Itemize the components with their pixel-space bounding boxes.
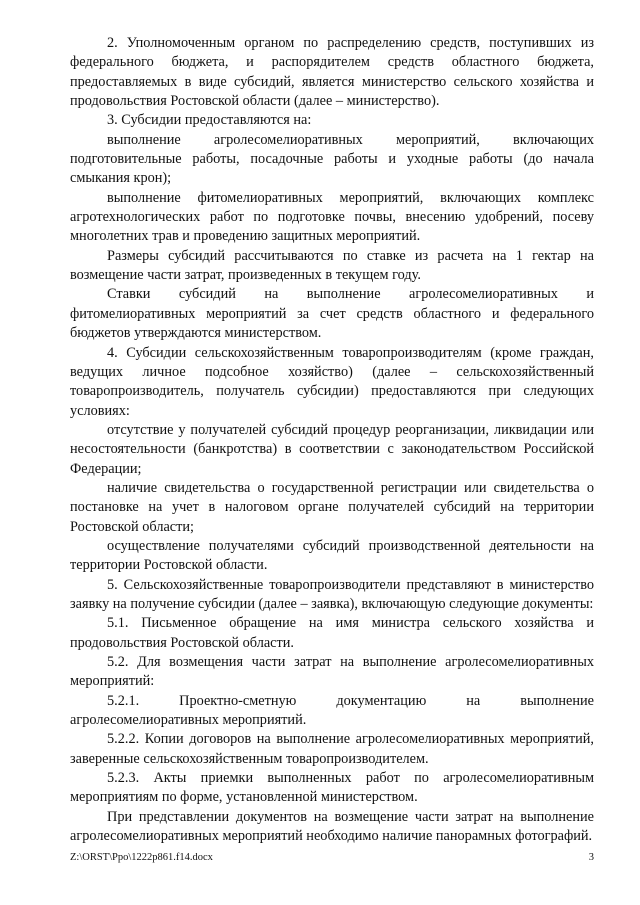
- paragraph-3-item-agroforest: выполнение агролесомелиоративных мероприятий, включающих подготовительные работы, посадочные работы и уходные работы (до начала смыкания крон);: [70, 131, 594, 187]
- paragraph-4: 4. Субсидии сельскохозяйственным товаропроизводителям (кроме граждан, ведущих личное подсобное хозяйство) (далее – сельскохозяйственный товаропроизводитель, получатель субсидии) предоставляются при следующих условиях:: [70, 344, 594, 419]
- page-footer: [70, 852, 594, 863]
- paragraph-3-item-phyto: выполнение фитомелиоративных мероприятий, включающих комплекс агротехнологических работ по подготовке почвы, внесению удобрений, посеву многолетних трав и проведению защитных мероприятий.: [70, 189, 594, 245]
- paragraph-5-1: 5.1. Письменное обращение на имя министра сельского хозяйства и продовольствия Ростовской области.: [70, 615, 594, 651]
- paragraph-5-2-3: 5.2.3. Акты приемки выполненных работ по агролесомелиоративным мероприятиям по форме, установленной министерством.: [70, 770, 594, 806]
- paragraph-photos: При представлении документов на возмещение части затрат на выполнение агролесомелиоративных мероприятий необходимо наличие панорамных фотографий.: [70, 808, 594, 845]
- paragraph-subsidy-rates: Ставки субсидий на выполнение агролесомелиоративных и фитомелиоративных мероприятий за счет средств областного и федерального бюджетов утверждаются министерством.: [70, 286, 594, 342]
- paragraph-4-condition-2: наличие свидетельства о государственной регистрации или свидетельства о постановке на учет в налоговом органе получателей субсидий на территории Ростовской области;: [70, 479, 594, 535]
- paragraph-5-2: 5.2. Для возмещения части затрат на выполнение агролесомелиоративных мероприятий:: [70, 654, 594, 690]
- paragraph-2: 2. Уполномоченным органом по распределению средств, поступивших из федерального бюджета, и распорядителем средств областного бюджета, предоставляемых в виде субсидий, является министерство сельского хозяйства и продовольствия Ростовской области (далее – министерство).: [70, 35, 594, 110]
- paragraph-4-condition-3: осуществление получателями субсидий производственной деятельности на территории Ростовской области.: [70, 537, 594, 574]
- paragraph-subsidy-size: Размеры субсидий рассчитываются по ставке из расчета на 1 гектар на возмещение части затрат, произведенных в текущем году.: [70, 247, 594, 284]
- paragraph-5: 5. Сельскохозяйственные товаропроизводители представляют в министерство заявку на получение субсидии (далее – заявка), включающую следующие документы:: [70, 576, 594, 612]
- paragraph-4-condition-1: отсутствие у получателей субсидий процедур реорганизации, ликвидации или несостоятельности (банкротства) в соответствии с законодательством Российской Федерации;: [70, 421, 594, 477]
- footer-page-number: 3: [588, 852, 594, 863]
- paragraph-5-2-1: 5.2.1. Проектно-сметную документацию на выполнение агролесомелиоративных мероприятий.: [70, 692, 594, 729]
- paragraph-5-2-2: 5.2.2. Копии договоров на выполнение агролесомелиоративных мероприятий, заверенные сельскохозяйственным товаропроизводителем.: [70, 731, 594, 767]
- footer-file-path: Z:\ORST\Ppo\1222p861.f14.docx: [70, 852, 213, 863]
- paragraph-3: 3. Субсидии предоставляются на:: [107, 112, 312, 129]
- document-body: [70, 34, 594, 846]
